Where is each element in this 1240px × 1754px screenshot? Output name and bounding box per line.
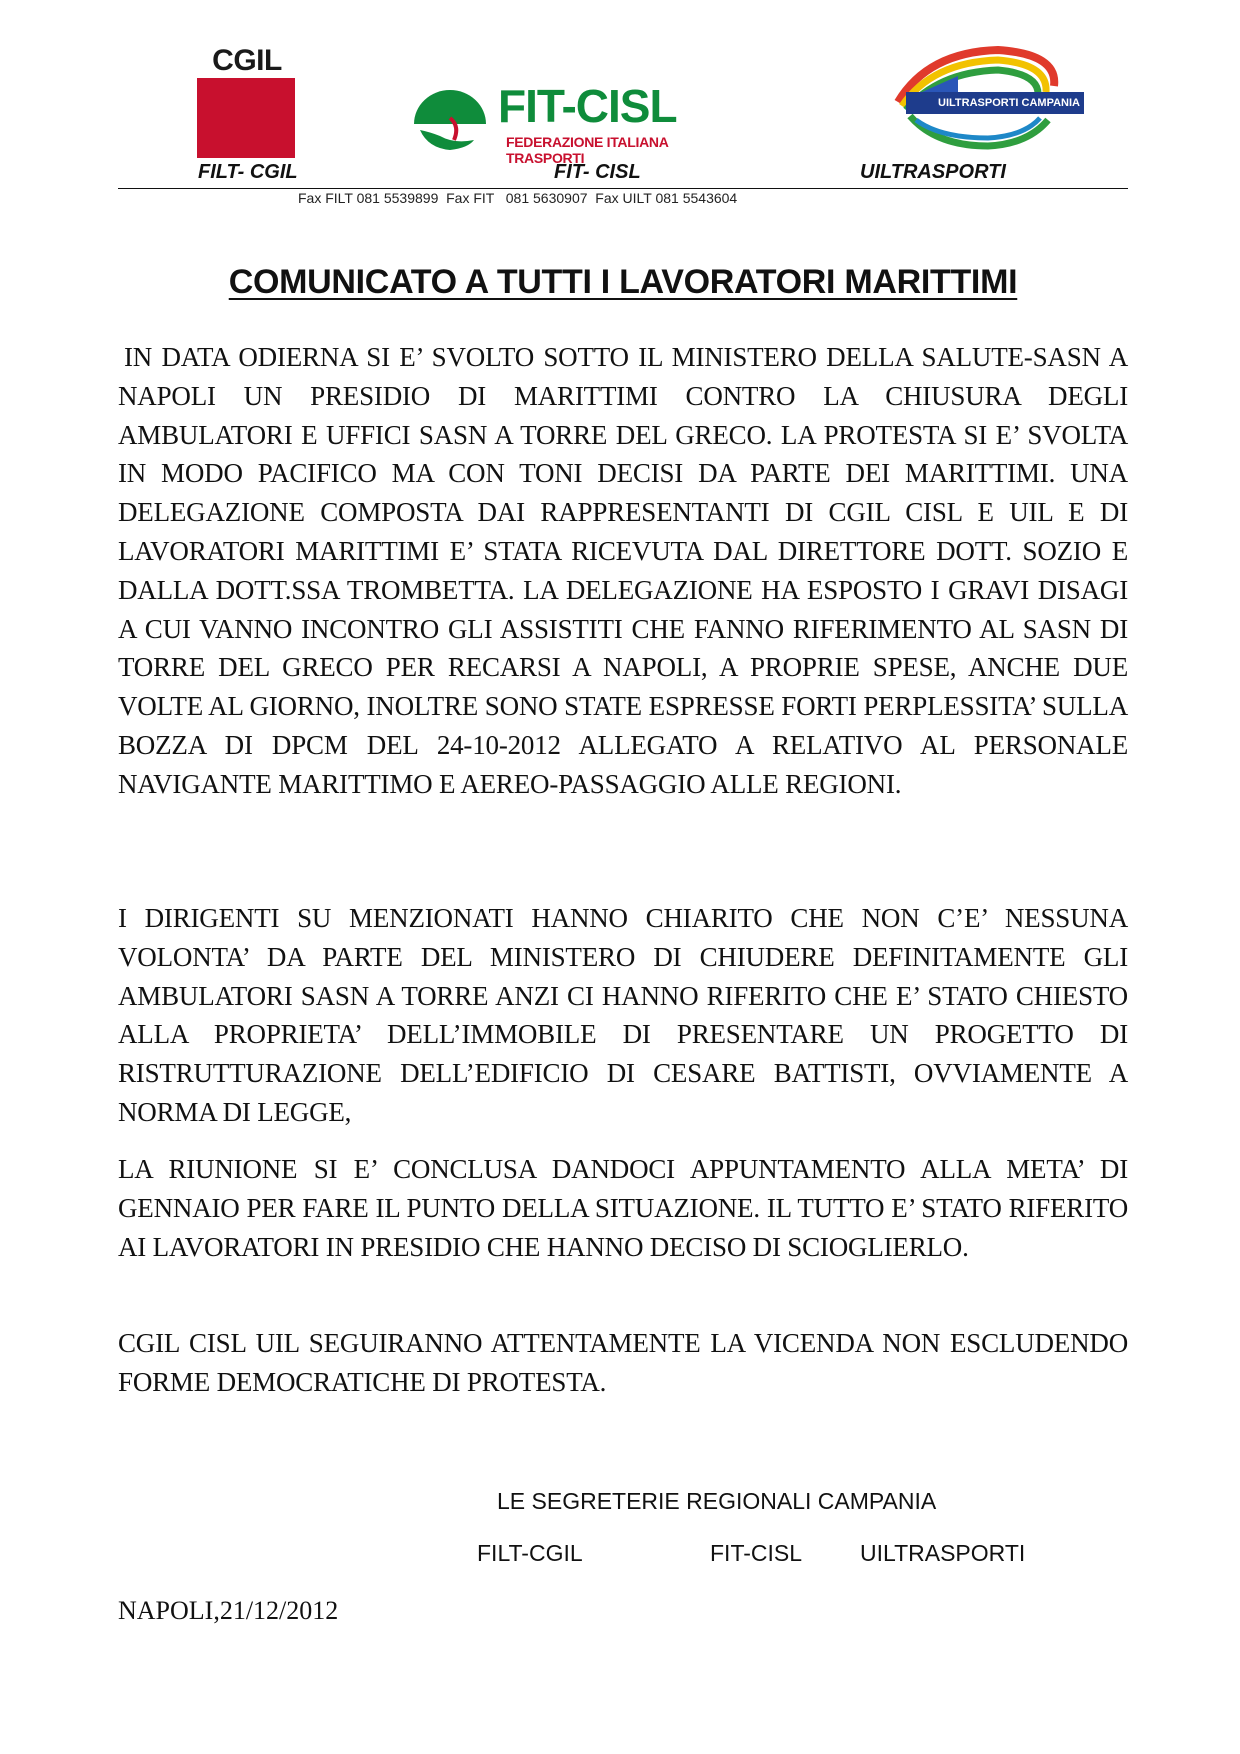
cisl-logo-word: FIT-CISL [498, 80, 677, 132]
signature-heading: LE SEGRETERIE REGIONALI CAMPANIA [497, 1488, 937, 1514]
paragraph-2: I DIRIGENTI SU MENZIONATI HANNO CHIARITO CHE NON C’E’ NESSUNA VOLONTA’ DA PARTE DEL MINISTERO DI CHIUDERE DEFINITAMENTE GLI AMBULATORI SASN A TORRE ANZI CI HANNO RIFERITO CHE E’ STATO CHIESTO ALLA PROPRIETA’ DELL’IMMOBILE DI PRESENTARE UN PROGETTO DI RISTRUTTURAZIONE DELL’EDIFICIO DI CESARE BATTISTI, OVVIAMENTE A NORMA DI LEGGE, [118, 903, 1128, 1127]
cgil-red-square [197, 78, 295, 158]
cgil-logo [197, 46, 297, 156]
uilt-logo [858, 46, 1088, 156]
paragraph-3: LA RIUNIONE SI E’ CONCLUSA DANDOCI APPUNTAMENTO ALLA META’ DI GENNAIO PER FARE IL PUNTO DELLA SITUAZIONE. IL TUTTO E’ STATO RIFERITO AI LAVORATORI IN PRESIDIO CHE HANNO DECISO DI SCIOGLIERLO. [118, 1154, 1128, 1262]
header-rule [118, 188, 1128, 189]
fit-cisl-label: FIT- CISL [554, 161, 641, 183]
cisl-logo-subtitle: FEDERAZIONE ITALIANA TRASPORTI [506, 134, 668, 166]
page-title: COMUNICATO A TUTTI I LAVORATORI MARITTIMI [228, 263, 1018, 301]
cgil-logo-word: CGIL [212, 44, 282, 77]
uiltrasporti-label: UILTRASPORTI [860, 161, 1006, 183]
signature-org-filt-cgil: FILT-CGIL [477, 1540, 583, 1566]
paragraph-1: IN DATA ODIERNA SI E’ SVOLTO SOTTO IL MINISTERO DELLA SALUTE-SASN A NAPOLI UN PRESIDIO DI MARITTIMI CONTRO LA CHIUSURA DEGLI AMBULATORI E UFFICI SASN A TORRE DEL GRECO. LA PROTESTA SI E’ SVOLTA IN MODO PACIFICO MA CON TONI DECISI DA PARTE DEI MARITTIMI. UNA DELEGAZIONE COMPOSTA DAI RAPPRESENTANTI DI CGIL CISL E UIL E DI LAVORATORI MARITTIMI E’ STATA RICEVUTA DAL DIRETTORE DOTT. SOZIO E DALLA DOTT.SSA TROMBETTA. LA DELEGAZIONE HA ESPOSTO I GRAVI DISAGI A CUI VANNO INCONTRO GLI ASSISTITI CHE FANNO RIFERIMENTO AL SASN DI TORRE DEL GRECO PER RECARSI A NAPOLI, A PROPRIE SPESE, ANCHE DUE VOLTE AL GIORNO, INOLTRE SONO STATE ESPRESSE FORTI PERPLESSITA’ SULLA BOZZA DI DPCM DEL 24-10-2012 ALLEGATO A RELATIVO AL PERSONALE NAVIGANTE MARITTIMO E AEREO-PASSAGGIO ALLE REGIONI. [118, 342, 1128, 799]
paragraph-4: CGIL CISL UIL SEGUIRANNO ATTENTAMENTE LA VICENDA NON ESCLUDENDO FORME DEMOCRATICHE DI PROTESTA. [118, 1328, 1128, 1397]
document-date: NAPOLI,21/12/2012 [118, 1596, 339, 1625]
cisl-logo [410, 80, 720, 166]
filt-cgil-label: FILT- CGIL [198, 161, 298, 183]
signature-org-fit-cisl: FIT-CISL [710, 1540, 803, 1566]
cisl-emblem-icon [410, 84, 490, 154]
fax-line: Fax FILT 081 5539899 Fax FIT 081 5630907 Fax UILT 081 5543604 [298, 190, 738, 206]
signature-org-uiltrasporti: UILTRASPORTI [860, 1540, 1026, 1566]
uilt-band: UILTRASPORTI CAMPANIA [906, 92, 1084, 114]
